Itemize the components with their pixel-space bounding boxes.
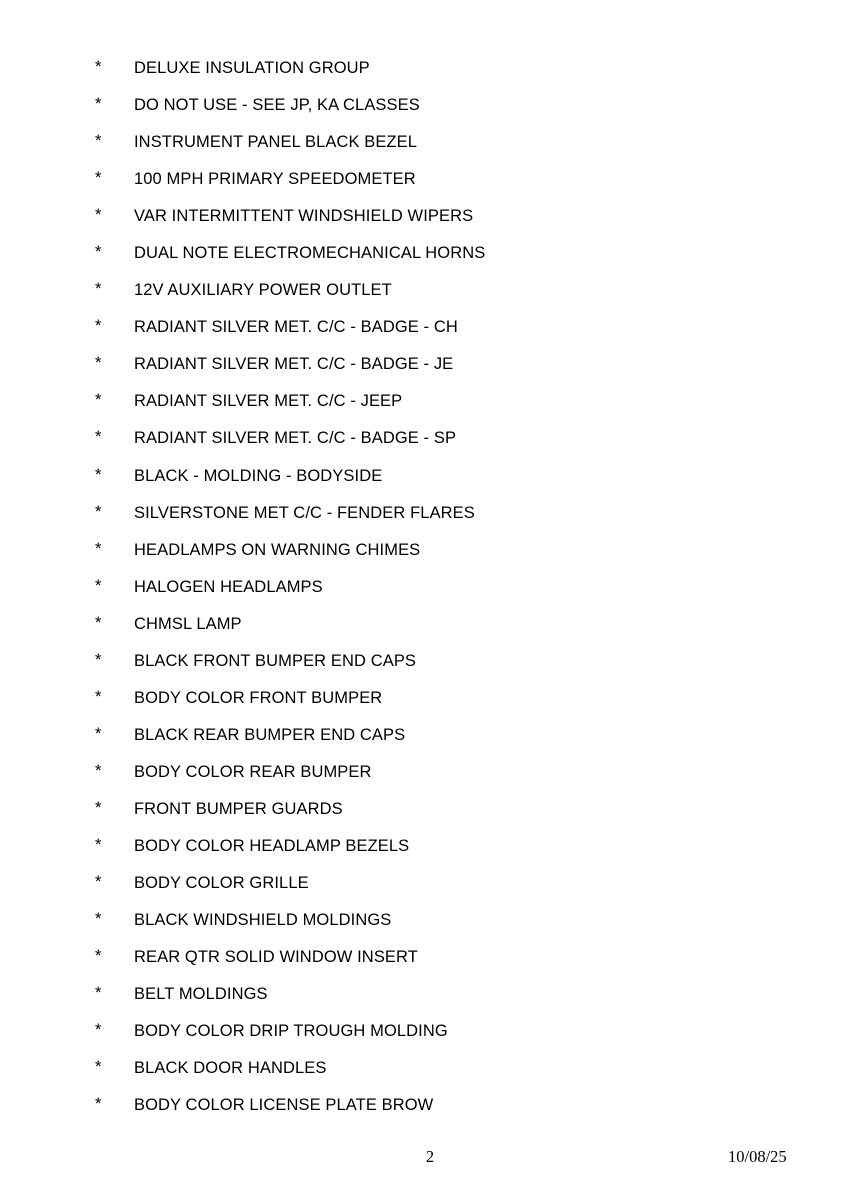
list-item — [0, 352, 848, 389]
bullet-marker: * — [95, 798, 102, 817]
list-item-text: SILVERSTONE MET C/C - FENDER FLARES — [134, 503, 475, 522]
list-item-text: BODY COLOR GRILLE — [134, 874, 309, 893]
bullet-marker: * — [95, 280, 102, 299]
list-item — [0, 612, 848, 649]
list-item-text: BODY COLOR FRONT BUMPER — [134, 688, 383, 707]
list-item-text: DELUXE INSULATION GROUP — [134, 59, 370, 77]
bullet-marker: * — [95, 873, 102, 892]
list-item — [0, 389, 848, 426]
list-item — [0, 315, 848, 352]
list-item-text: CHMSL LAMP — [134, 614, 242, 633]
list-item — [0, 1093, 848, 1130]
bullet-marker: * — [95, 687, 102, 706]
list-item-text: FRONT BUMPER GUARDS — [134, 799, 343, 818]
list-item-text: HEADLAMPS ON WARNING CHIMES — [134, 540, 421, 559]
list-item — [0, 871, 848, 908]
list-item-text: REAR QTR SOLID WINDOW INSERT — [134, 948, 418, 967]
bullet-marker: * — [95, 206, 102, 225]
list-item-text: BODY COLOR LICENSE PLATE BROW — [134, 1096, 434, 1115]
list-item — [0, 575, 848, 612]
bullet-marker: * — [95, 354, 102, 373]
bullet-marker: * — [95, 724, 102, 743]
list-item — [0, 649, 848, 686]
bullet-marker: * — [95, 1058, 102, 1077]
list-item-text: INSTRUMENT PANEL BLACK BEZEL — [134, 133, 418, 152]
bullet-marker: * — [95, 132, 102, 151]
bullet-marker: * — [95, 502, 102, 521]
bullet-marker: * — [95, 58, 102, 76]
list-item — [0, 538, 848, 575]
bullet-marker: * — [95, 391, 102, 410]
list-item — [0, 167, 848, 204]
list-item — [0, 204, 848, 241]
list-item-text: RADIANT SILVER MET. C/C - BADGE - SP — [134, 429, 457, 448]
list-item-text: BODY COLOR HEADLAMP BEZELS — [134, 836, 410, 855]
bullet-marker: * — [95, 910, 102, 929]
bullet-marker: * — [95, 465, 102, 484]
list-item — [0, 1056, 848, 1093]
list-item — [0, 501, 848, 538]
list-item — [0, 834, 848, 871]
list-item — [0, 130, 848, 167]
bullet-marker: * — [95, 95, 102, 114]
list-item — [0, 56, 848, 93]
page-number: 2 — [425, 1147, 435, 1166]
list-item-text: BLACK FRONT BUMPER END CAPS — [134, 651, 417, 670]
list-item — [0, 760, 848, 797]
list-item — [0, 686, 848, 723]
bullet-marker: * — [95, 613, 102, 632]
list-item-text: 12V AUXILIARY POWER OUTLET — [134, 281, 392, 300]
list-item — [0, 908, 848, 945]
list-item-text: VAR INTERMITTENT WINDSHIELD WIPERS — [134, 207, 474, 226]
list-item-text: RADIANT SILVER MET. C/C - BADGE - JE — [134, 355, 454, 374]
bullet-marker: * — [95, 576, 102, 595]
bullet-marker: * — [95, 169, 102, 188]
list-item — [0, 93, 848, 130]
list-item — [0, 723, 848, 760]
list-item-text: 100 MPH PRIMARY SPEEDOMETER — [134, 170, 416, 189]
bullet-marker: * — [95, 1021, 102, 1040]
list-item-text: HALOGEN HEADLAMPS — [134, 577, 323, 596]
list-item-text: RADIANT SILVER MET. C/C - BADGE - CH — [134, 318, 458, 337]
list-item-text: DUAL NOTE ELECTROMECHANICAL HORNS — [134, 244, 486, 263]
list-item — [0, 1019, 848, 1056]
bullet-marker: * — [95, 761, 102, 780]
list-item-text: BLACK DOOR HANDLES — [134, 1059, 327, 1078]
footer-date: 10/08/25 — [728, 1147, 787, 1166]
bullet-marker: * — [95, 1095, 102, 1114]
list-item-text: RADIANT SILVER MET. C/C - JEEP — [134, 392, 403, 411]
list-item-text: BLACK WINDSHIELD MOLDINGS — [134, 911, 392, 930]
list-item-text: BLACK REAR BUMPER END CAPS — [134, 725, 406, 744]
list-item — [0, 982, 848, 1019]
list-item — [0, 797, 848, 834]
bullet-marker: * — [95, 317, 102, 336]
list-item — [0, 464, 848, 501]
bullet-marker: * — [95, 428, 102, 447]
bullet-marker: * — [95, 984, 102, 1003]
bullet-marker: * — [95, 243, 102, 262]
list-item — [0, 426, 848, 463]
list-item-text: BELT MOLDINGS — [134, 985, 268, 1004]
bullet-marker: * — [95, 835, 102, 854]
list-item-text: BODY COLOR REAR BUMPER — [134, 762, 372, 781]
list-item-text: DO NOT USE - SEE JP, KA CLASSES — [134, 96, 420, 115]
list-item — [0, 945, 848, 982]
bullet-marker: * — [95, 539, 102, 558]
bullet-marker: * — [95, 947, 102, 966]
list-item — [0, 278, 848, 315]
list-item-text: BLACK - MOLDING - BODYSIDE — [134, 466, 383, 485]
feature-list — [0, 56, 848, 1130]
list-item-text: BODY COLOR DRIP TROUGH MOLDING — [134, 1022, 448, 1041]
bullet-marker: * — [95, 650, 102, 669]
list-item — [0, 241, 848, 278]
